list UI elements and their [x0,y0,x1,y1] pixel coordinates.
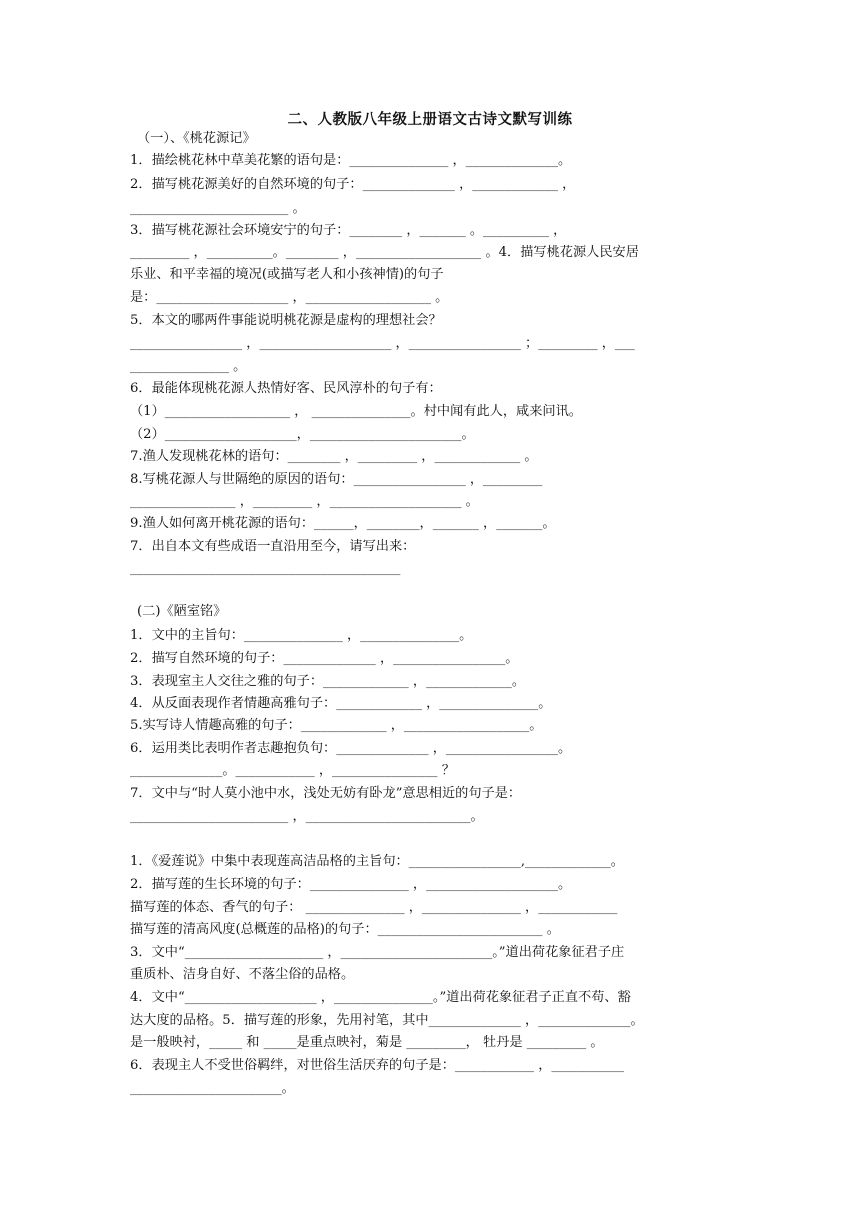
question-line: 重质朴、洁身自好、不落尘俗的品格。 [130,967,355,982]
question-line: 6．表现主人不受世俗羁绊，对世俗生活厌弃的句子是：____________ ，___________ [130,1058,624,1073]
section-heading-taohuayuanji: （一）、《桃花源记》 [137,131,256,146]
question-line: 2．描写自然环境的句子：______________ ，_________________。 [130,651,519,666]
question-line: 7．出自本文有些成语一直沿用至今，请写出来： [130,539,416,554]
question-line: 4．从反面表现作者情趣高雅句子：_____________ ，_______________。 [130,696,552,711]
question-line: ________________________ 。 [130,201,306,216]
question-line: 描写莲的体态、香气的句子： _______________ ，_______________ ，____________ [130,900,618,915]
question-line: 3．文中“_____________________ ，_______________________。”道出荷花象征君子庄 [130,945,625,960]
page-title: 二、人教版八年级上册语文古诗文默写训练 [287,111,573,128]
question-line: ________________________ ，_________________________。 [130,809,484,824]
section-heading-lousiming: (二)《陋室铭》 [137,604,227,619]
question-line: 8.写桃花源人与世隔绝的原因的语句：_________________ ，_________ [130,472,543,487]
question-line: _________________________________________ [130,561,401,576]
question-line: 乐业、和平幸福的境况(或描写老人和小孩神情)的句子 [130,267,444,282]
question-line: 2．描写莲的生长环境的句子：_______________ ，____________________。 [130,877,572,892]
question-line: ______________。____________ ，________________ ？ [130,763,455,778]
question-line: 是：____________________ ，___________________ 。 [130,290,449,305]
question-line: _______________ 。 [130,359,247,374]
question-line: _______________________。 [130,1081,295,1096]
question-line: 5.实写诗人情趣高雅的句子：_____________ ，___________________。 [130,718,543,733]
question-line: 7.渔人发现桃花林的语句：________ ，_________ ，_____________ 。 [130,449,538,464]
question-line: 9.渔人如何离开桃花源的语句：______，________，_______ ，_______。 [130,516,556,531]
question-line: 1．文中的主旨句：_______________ ，_______________。 [130,628,473,643]
question-line: 5．本文的哪两件事能说明桃花源是虚构的理想社会？ [130,313,442,328]
question-line: 达大度的品格。5．描写莲的形象，先用衬笔，其中______________ ，______________。 [130,1013,644,1028]
question-line: （1）___________________ ， _______________。村中闻有此人，咸来问讯。 [130,404,582,419]
question-line: 6．运用类比表明作者志趣抱负句：______________ ，_________________。 [130,741,572,756]
question-line: 7．文中与“时人莫小池中水，浅处无妨有卧龙”意思相近的句子是： [130,786,522,801]
question-line: 是一般映衬，_____ 和 _____是重点映衬，菊是 _________， 牡丹是 _________ 。 [130,1035,604,1050]
question-line: 6．最能体现桃花源人热情好客、民风淳朴的句子有： [130,381,442,396]
question-line: 描写莲的清高风度(总概莲的品格)的句子：_________________________ 。 [130,922,560,937]
question-line: _________ ，__________。________ ，___________________ 。4．描写桃花源人民安居 [130,245,639,260]
question-line: 2．描写桃花源美好的自然环境的句子：______________ ，_____________ ， [130,177,576,192]
question-line: 3．表现室主人交往之雅的句子：_____________ ，_____________。 [130,674,526,689]
question-line: _________________ ，____________________ ，_________________ ；_________ ，___ [130,336,635,351]
question-line: 3．描写桃花源社会环境安宁的句子：________ ，_______ 。__________ ， [130,223,567,238]
question-line: ________________ ，_________ ，____________________ 。 [130,494,479,509]
question-line: 1．描绘桃花林中草美花繁的语句是：_______________ ，______________。 [130,153,572,168]
question-line: 4．文中“____________________ ，_______________。”道出荷花象征君子正直不苟、豁 [130,990,631,1005]
question-line: （2）____________________，_______________________。 [130,427,475,442]
question-line: 1．《爱莲说》中集中表现莲高洁品格的主旨句：_________________,_____________。 [130,854,624,869]
